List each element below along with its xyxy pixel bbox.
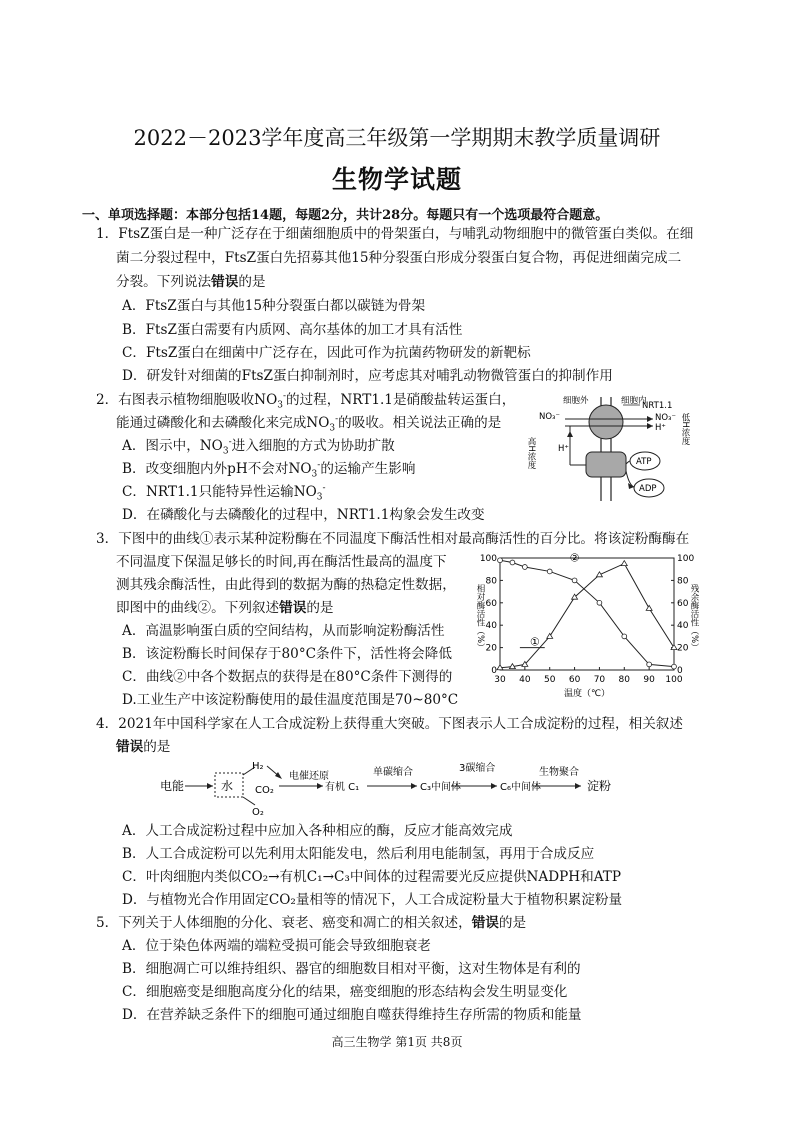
flow-step4: 生物聚合 (539, 767, 579, 778)
series2-point (597, 600, 602, 605)
x-tick-label: 30 (494, 675, 506, 685)
q5-option-d: D．在营养缺乏条件下的细胞可通过细胞自噬获得维持生存所需的物质和能量 (122, 1007, 582, 1023)
page-footer: 高三生物学 第1页 共8页 (331, 1035, 463, 1049)
label-h-in: H⁺ (655, 423, 666, 433)
label-inside: 细胞内 (621, 396, 647, 406)
x-tick-label: 90 (643, 675, 655, 685)
section-heading: 一、单项选择题：本部分包括14题，每题2分，共计28分。每题只有一个选项最符合题意。 (82, 208, 609, 223)
y-tick-label-left: 100 (479, 554, 497, 564)
y-tick-label-right: 60 (677, 598, 689, 609)
y-tick-label-right: 0 (677, 666, 683, 676)
x-tick-label: 40 (519, 675, 531, 685)
starch-synthesis-flow (155, 757, 635, 819)
label-no3-in: NO₃⁻ (655, 413, 676, 423)
q4-line2: 错误的是 (116, 739, 171, 755)
label-high-h: 高H浓度 (526, 437, 536, 469)
q3-option-d: D.工业生产中该淀粉酶使用的最佳温度范围是70~80°C (122, 692, 459, 708)
flow-co2: CO₂ (255, 785, 274, 796)
flow-step2: 单碳缩合 (373, 767, 413, 778)
atp-pump (586, 452, 626, 477)
q4-option-a: A．人工合成淀粉过程中应加入各种相应的酶，反应才能高效完成 (122, 823, 513, 839)
series2-point (672, 664, 677, 669)
x-tick-label: 60 (568, 675, 581, 685)
series2-point (647, 662, 652, 667)
series2-label: ② (569, 551, 580, 565)
q1-option-c: C．FtsZ蛋白在细菌中广泛存在，因此可作为抗菌药物研发的新靶标 (122, 345, 531, 361)
flow-step1: 电催还原 (289, 771, 329, 782)
flow-water: 水 (221, 779, 234, 793)
series-line-2 (500, 560, 674, 666)
label-low-h: 低H浓度 (680, 413, 690, 445)
flow-starch: 淀粉 (587, 779, 612, 793)
q5-line1: 5．下列关于人体细胞的分化、衰老、癌变和凋亡的相关叙述，错误的是 (96, 915, 527, 931)
q1-line3: 分裂。下列说法错误的是 (116, 274, 266, 290)
x-tick-label: 80 (618, 675, 631, 685)
q3-option-c: C．曲线②中各个数据点的获得是在80°C条件下测得的 (122, 669, 453, 685)
series2-point (498, 558, 503, 563)
q3-line4: 即图中的曲线②。下列叙述错误的是 (116, 600, 334, 616)
q2-line2: 能通过磷酸化和去磷酸化来完成$NO_3^-$的吸收。相关说法正确的是 (116, 414, 502, 434)
label-atp: ATP (636, 457, 652, 467)
y-tick-label-right: 40 (677, 621, 689, 632)
transport-diagram (525, 393, 705, 505)
flow-h2: H₂ (252, 761, 264, 772)
nrt-protein (589, 405, 623, 439)
q3-emphasis: 错误 (279, 600, 307, 616)
q4-option-b: B．人工合成淀粉可以先利用太阳能发电，然后利用电能制氢，再用于合成反应 (122, 846, 595, 862)
q4-line1: 4．2021年中国科学家在人工合成淀粉上获得重大突破。下图表示人工合成淀粉的过程，相关叙述 (96, 716, 683, 732)
series-line-1 (500, 564, 674, 668)
series1-point (621, 561, 627, 566)
y-axis-label-right: 残余酶活性（%） (689, 584, 699, 652)
y-tick-label-right: 20 (677, 643, 689, 654)
label-h-left: H⁺ (558, 444, 569, 454)
q2-line1: 2．右图表示植物细胞吸收$NO_3^-$的过程，NRT1.1是硝酸盐转运蛋白， (96, 391, 516, 411)
q3-line2: 不同温度下保温足够长的时间,再在酶活性最高的温度下 (116, 554, 447, 570)
y-tick-label-left: 40 (485, 621, 497, 632)
q2-option-a: A．图示中，$NO_3^-$进入细胞的方式为协助扩散 (122, 437, 395, 457)
q3-line1: 3．下图中的曲线①表示某种淀粉酶在不同温度下酶活性相对最高酶活性的百分比。将该淀粉酶酶在 (96, 531, 690, 547)
q5-emphasis: 错误 (471, 915, 499, 931)
q1-option-a: A．FtsZ蛋白与其他15种分裂蛋白都以碳链为骨架 (122, 298, 426, 314)
plot-frame (500, 558, 674, 670)
q1-option-b: B．FtsZ蛋白需要有内质网、高尔基体的加工才具有活性 (122, 322, 463, 338)
x-tick-label: 70 (593, 675, 606, 685)
y-tick-label-left: 0 (491, 666, 497, 676)
q1-line2: 菌二分裂过程中，FtsZ蛋白先招募其他15种分裂蛋白形成分裂蛋白复合物，再促进细菌完成二 (116, 250, 682, 266)
y-tick-label-right: 100 (677, 554, 695, 564)
series2-point (510, 560, 515, 565)
y-tick-label-right: 80 (677, 576, 689, 587)
q4-option-d: D．与植物光合作用固定CO₂量相等的情况下，人工合成淀粉量大于植物积累淀粉量 (122, 892, 623, 908)
y-tick-label-left: 20 (485, 643, 497, 654)
flow-c6: C₆中间体 (500, 782, 541, 793)
series2-point (547, 569, 552, 574)
flow-o2: O₂ (252, 807, 264, 818)
flow-c1: 有机 C₁ (325, 782, 360, 793)
flow-c3: C₃中间体 (420, 782, 461, 793)
series1-point (547, 633, 553, 638)
subject-title: 生物学试题 (331, 165, 462, 194)
series2-point (522, 565, 527, 570)
q1-option-d: D．研发针对细菌的FtsZ蛋白抑制剂时，应考虑其对哺乳动物微管蛋白的抑制作用 (122, 368, 613, 384)
exam-title: 2022－2023学年度高三年级第一学期期末教学质量调研 (133, 126, 661, 150)
q3-option-b: B．该淀粉酶长时间保存于80°C条件下，活性将会降低 (122, 646, 452, 662)
q2-option-b: B．改变细胞内外pH不会对$NO_3^-$的运输产生影响 (122, 460, 416, 480)
q2-option-d: D．在磷酸化与去磷酸化的过程中，NRT1.1构象会发生改变 (122, 507, 485, 523)
series2-point (622, 634, 627, 639)
flow-step3: 3碳缩合 (459, 763, 496, 774)
y-tick-label-left: 80 (485, 576, 497, 587)
label-no3-out: NO₃⁻ (539, 412, 560, 422)
x-tick-label: 50 (543, 675, 556, 685)
label-adp: ADP (639, 484, 657, 494)
series2-point (572, 578, 577, 583)
y-tick-label-left: 60 (485, 598, 497, 609)
q2-option-c: C．NRT1.1只能特异性运输$NO_3^-$ (122, 483, 326, 503)
flow-power: 电能 (160, 779, 185, 793)
q1-line1: 1．FtsZ蛋白是一种广泛存在于细菌细胞质中的骨架蛋白，与哺乳动物细胞中的微管蛋白类似。在细 (96, 226, 694, 242)
q5-option-c: C．细胞癌变是细胞高度分化的结果，癌变细胞的形态结构会发生明显变化 (122, 984, 568, 1000)
q1-emphasis: 错误 (211, 274, 239, 290)
q5-option-a: A．位于染色体两端的端粒受损可能会导致细胞衰老 (122, 938, 431, 954)
q3-line3: 测其残余酶活性，由此得到的数据为酶的热稳定性数据， (116, 577, 456, 593)
enzyme-activity-chart (468, 548, 704, 700)
series1-point (646, 605, 652, 610)
label-nrt: NRT1.1 (642, 401, 673, 411)
series1-label: ① (529, 635, 540, 649)
q5-option-b: B．细胞凋亡可以维持组织、器官的细胞数目相对平衡，这对生物体是有利的 (122, 961, 581, 977)
y-axis-label-left: 相对酶活性（%） (475, 584, 485, 652)
label-outside: 细胞外 (563, 396, 589, 406)
x-axis-label: 温度（℃） (563, 689, 611, 699)
q3-option-a: A．高温影响蛋白质的空间结构，从而影响淀粉酶活性 (122, 623, 445, 639)
x-tick-label: 100 (665, 675, 683, 685)
q4-option-c: C．叶肉细胞内类似CO₂→有机C₁→C₃中间体的过程需要光反应提供NADPH和ATP (122, 869, 622, 885)
q4-emphasis: 错误 (116, 739, 144, 755)
